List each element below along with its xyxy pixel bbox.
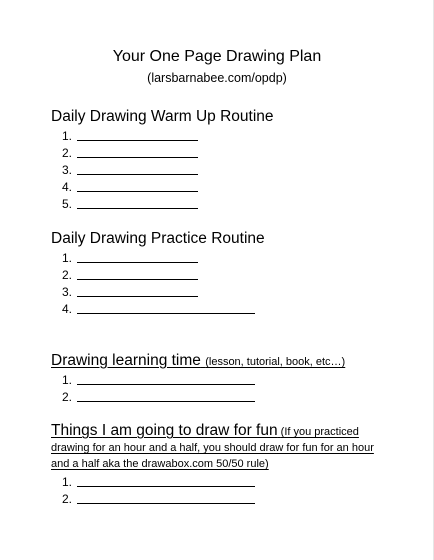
blank-line — [77, 208, 198, 209]
item-number: 2. — [62, 146, 73, 160]
page-subtitle: (larsbarnabee.com/opdp) — [147, 71, 287, 85]
blank-line — [77, 384, 255, 385]
blank-line — [77, 140, 198, 141]
item-number: 3. — [62, 285, 73, 299]
item-number: 5. — [62, 197, 73, 211]
blank-line — [77, 313, 255, 314]
list-item — [62, 301, 76, 317]
list-item — [62, 128, 76, 144]
learning-heading — [51, 351, 345, 372]
practice-heading: Daily Drawing Practice Routine — [51, 230, 265, 247]
list-item — [62, 284, 76, 300]
item-number: 1. — [62, 373, 73, 387]
page-title: Your One Page Drawing Plan — [112, 48, 322, 65]
item-number: 2. — [62, 268, 73, 282]
fun-heading-text: Things I am going to draw for fun — [51, 422, 278, 439]
list-item — [62, 372, 76, 388]
list-item — [62, 145, 76, 161]
blank-line — [77, 503, 255, 504]
item-number: 2. — [62, 492, 73, 506]
item-number: 4. — [62, 302, 73, 316]
list-item — [62, 474, 76, 490]
item-number: 1. — [62, 251, 73, 265]
fun-heading-note: (If you practiced drawing for an hour and a half, you should draw for fun for an hour and a half aka the drawabox.com 50/50 rule) — [51, 426, 374, 470]
item-number: 1. — [62, 475, 73, 489]
list-item — [62, 179, 76, 195]
blank-line — [77, 296, 198, 297]
item-number: 1. — [62, 129, 73, 143]
list-item — [62, 250, 76, 266]
warmup-heading: Daily Drawing Warm Up Routine — [51, 108, 274, 125]
item-number: 2. — [62, 390, 73, 404]
list-item — [62, 389, 76, 405]
learning-heading-note: (lesson, tutorial, book, etc…) — [205, 356, 346, 368]
item-number: 4. — [62, 180, 73, 194]
list-item — [62, 267, 76, 283]
list-item — [62, 491, 76, 507]
list-item — [62, 196, 76, 212]
blank-line — [77, 174, 198, 175]
learning-heading-text: Drawing learning time — [51, 352, 201, 369]
blank-line — [77, 486, 255, 487]
blank-line — [77, 262, 198, 263]
blank-line — [77, 157, 198, 158]
item-number: 3. — [62, 163, 73, 177]
blank-line — [77, 279, 198, 280]
blank-line — [77, 191, 198, 192]
blank-line — [77, 401, 255, 402]
list-item — [62, 162, 76, 178]
fun-heading — [51, 423, 381, 472]
